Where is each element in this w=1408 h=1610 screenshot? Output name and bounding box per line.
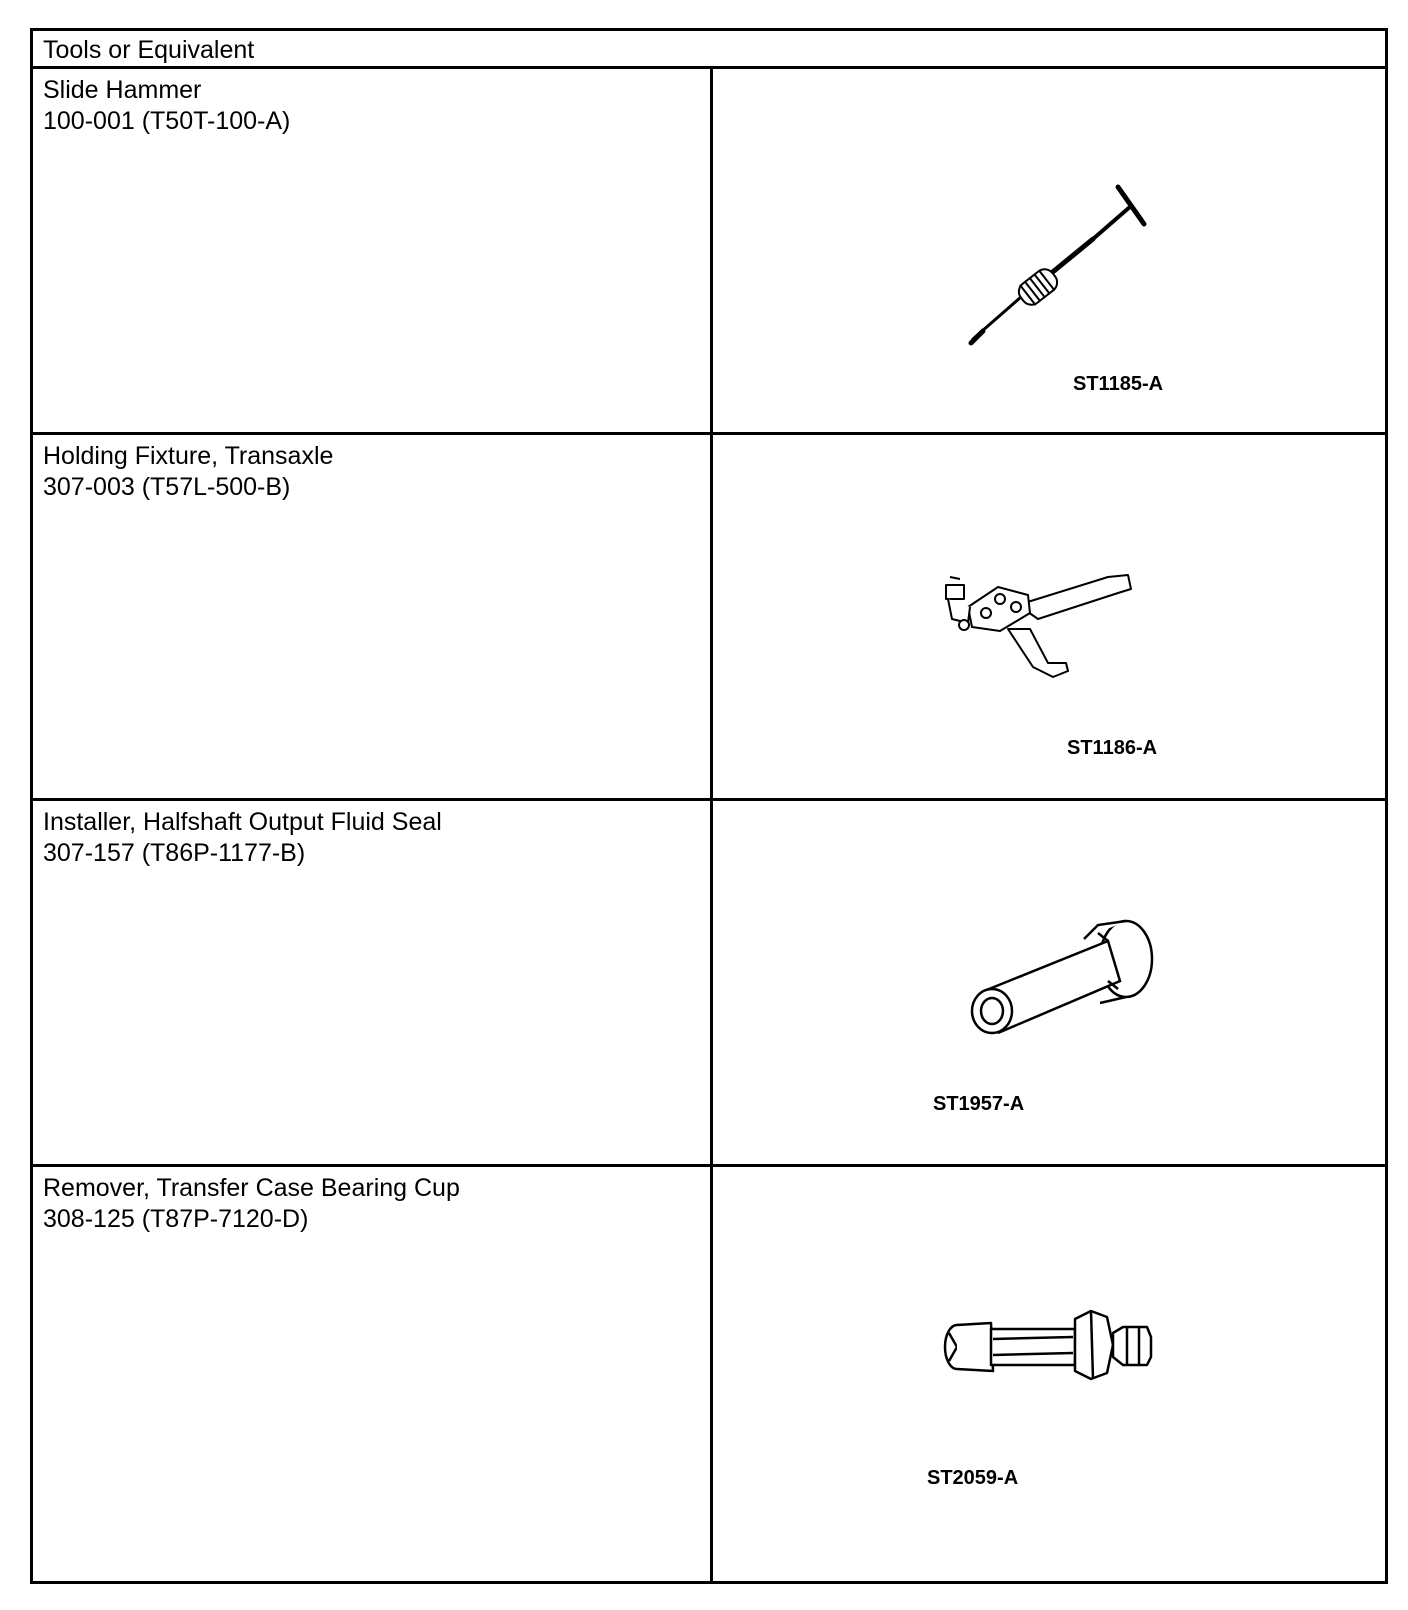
tool-number: 308-125 (T87P-7120-D) — [43, 1205, 309, 1233]
table-row — [33, 435, 1385, 801]
table-row — [33, 1167, 1385, 1581]
tool-illustration-cell — [713, 801, 1385, 1164]
tool-illustration-cell — [713, 435, 1385, 798]
bearing-cup-remover-icon — [941, 1305, 1161, 1385]
tool-description-cell — [33, 801, 713, 1164]
holding-fixture-icon — [938, 567, 1138, 687]
tool-name: Holding Fixture, Transaxle — [43, 442, 334, 470]
tool-name: Installer, Halfshaft Output Fluid Seal — [43, 808, 442, 836]
figure-label: ST1186-A — [1067, 737, 1158, 759]
slide-hammer-icon — [953, 179, 1153, 349]
tool-description-cell — [33, 69, 713, 432]
tool-description-cell — [33, 1167, 713, 1581]
tool-illustration-cell — [713, 1167, 1385, 1581]
table-row — [33, 801, 1385, 1167]
tool-description-cell — [33, 435, 713, 798]
figure-label: ST2059-A — [927, 1467, 1019, 1489]
tool-name: Remover, Transfer Case Bearing Cup — [43, 1174, 460, 1202]
figure-label: ST1185-A — [1073, 373, 1164, 395]
table-header — [33, 31, 1385, 69]
tool-illustration-cell — [713, 69, 1385, 432]
tool-name: Slide Hammer — [43, 76, 202, 104]
figure-label: ST1957-A — [933, 1093, 1025, 1115]
tools-table — [30, 28, 1388, 1584]
tool-number: 307-157 (T86P-1177-B) — [43, 839, 306, 867]
table-header-title: Tools or Equivalent — [43, 36, 255, 64]
table-row — [33, 69, 1385, 435]
seal-installer-icon — [968, 911, 1158, 1041]
tool-number: 307-003 (T57L-500-B) — [43, 473, 291, 501]
tool-number: 100-001 (T50T-100-A) — [43, 107, 291, 135]
